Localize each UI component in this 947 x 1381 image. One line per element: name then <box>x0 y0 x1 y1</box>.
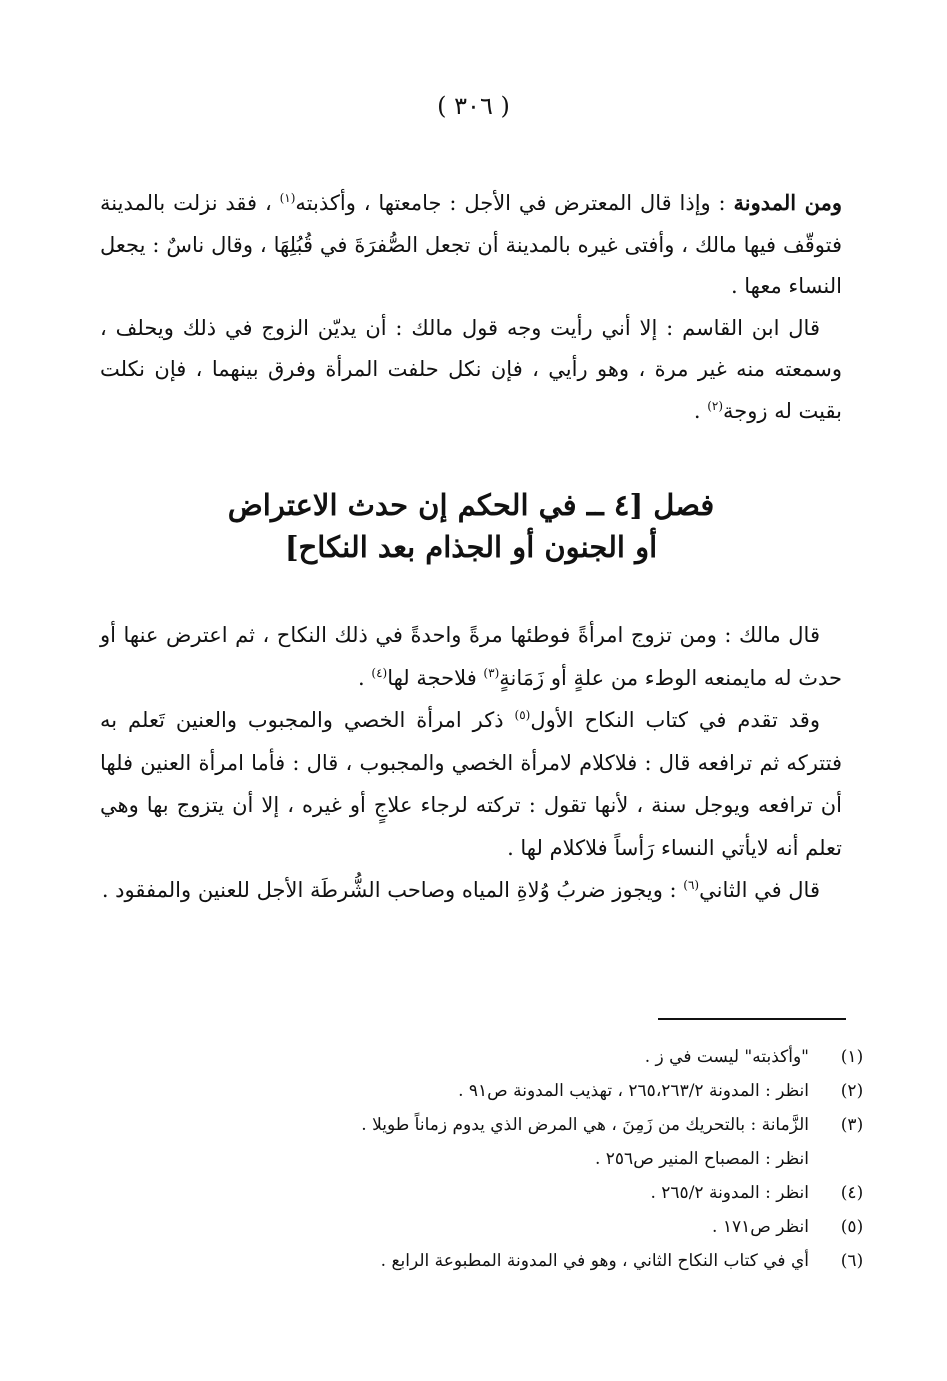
section-heading <box>100 484 842 568</box>
footnote-text: الزَّمانة : بالتحريك من زَمِنَ ، هي المرض الذي يدوم زماناً طويلا . <box>361 1115 809 1135</box>
footnote-ref-1[interactable]: (١) <box>279 191 296 205</box>
opening-section <box>100 182 842 432</box>
text-run: ذكر امرأة الخصي والمجبوب والعنين تَعلم به فتتركه ثم ترافعه قال : فلاكلام لامرأة الخصي والمجبوب ، قال : فأما امرأة العنين فلها أن ترافعه ويوجل سنة ، لأنها تقول : تركته لرجاء علاجٍ أو غيره ، إلا أن يتزوج بها وهي تعلم أنه لايأتي النساء رَأساً فلاكلام لها . <box>100 708 842 860</box>
paragraph-second-book <box>100 869 842 912</box>
footnote-text: انظر : المدونة ٢٦٥،٢٦٣/٢ ، تهذيب المدونة ص٩١ . <box>458 1081 809 1101</box>
footnote-divider <box>658 1018 846 1020</box>
footnote-text: انظر : المصباح المنير ص٢٥٦ . <box>594 1149 809 1169</box>
footnote-ref-5[interactable]: (٥) <box>514 708 531 722</box>
footnote-number: (٤) <box>840 1183 864 1203</box>
footnote-number: (٦) <box>840 1251 864 1271</box>
footnote-item <box>290 1142 877 1176</box>
text-run: وقد تقدم في كتاب النكاح الأول <box>530 708 820 732</box>
footnote-number: (١) <box>840 1047 864 1067</box>
text-run: : وإذا قال المعترض في الأجل : جامعتها ، وأكذبته <box>295 191 734 215</box>
text-run: فلاحجة لها <box>387 665 484 690</box>
footnote-item <box>290 1040 877 1074</box>
page-number: ( ٣٠٦ ) <box>437 92 510 120</box>
footnote-ref-4[interactable]: (٤) <box>371 665 388 680</box>
footnotes-list <box>290 1040 877 1278</box>
text-run: : ويجوز ضربُ وُلاةِ المياه وصاحب الشُّرطَة الأجل للعنين والمفقود . <box>101 878 684 902</box>
footnote-number: (٢) <box>840 1081 864 1101</box>
footnote-ref-3[interactable]: (٣) <box>483 665 500 680</box>
text-run: قال مالك : ومن تزوج امرأةً فوطئها مرةً واحدةً في ذلك النكاح ، ثم اعترض عنها أو حدث له مايمنعه الوطء من علةٍ أو زَمَانةٍ <box>100 623 842 690</box>
footnote-ref-2[interactable]: (٢) <box>707 398 724 413</box>
footnote-text: "وأكذبته" ليست في ز . <box>644 1047 809 1067</box>
paragraph-first-book <box>100 699 842 869</box>
footnote-ref-6[interactable]: (٦) <box>683 878 700 892</box>
footnote-item <box>290 1074 877 1108</box>
text-run: قال في الثاني <box>699 878 820 902</box>
text-run: . <box>693 398 708 423</box>
footnote-text: انظر : المدونة ٢٦٥/٢ . <box>650 1183 809 1203</box>
footnote-number <box>827 1142 877 1176</box>
paragraph-mudawwana <box>100 182 842 308</box>
footnote-item <box>290 1176 877 1210</box>
text-run: . <box>358 665 372 690</box>
chapter-section <box>100 614 842 912</box>
source-lead: ومن المدونة <box>733 190 842 215</box>
heading-line-2: أو الجنون أو الجذام بعد النكاح] <box>284 530 658 564</box>
footnote-text: أي في كتاب النكاح الثاني ، وهو في المدونة المطبوعة الرابع . <box>380 1251 809 1271</box>
footnote-number: (٥) <box>840 1217 864 1237</box>
footnote-text: انظر ص١٧١ . <box>712 1217 809 1237</box>
footnote-item <box>290 1244 877 1278</box>
heading-line-1: فصل [٤ ــ في الحكم إن حدث الاعتراض <box>227 488 715 522</box>
text-run: ، فقد نزلت بالمدينة فتوقّف فيها مالك ، وأفتى غيره بالمدينة أن تجعل الصُّفرَةَ في قُبُلِهَا ، وقال ناسٌ : يجعل النساء معها . <box>100 191 842 298</box>
paragraph-malik <box>100 614 842 699</box>
footnote-item <box>290 1210 877 1244</box>
footnote-item <box>290 1108 877 1142</box>
text-run: قال ابن القاسم : إلا أني رأيت وجه قول مالك : أن يديّن الزوج في ذلك ويحلف ، وسمعته منه غير مرة ، وهو رأيي ، فإن نكل حلفت المرأة وفرق بينهما ، فإن نكلت بقيت له زوجة <box>100 315 842 423</box>
footnote-number: (٣) <box>840 1115 864 1135</box>
paragraph-ibn-qasim <box>100 308 842 433</box>
